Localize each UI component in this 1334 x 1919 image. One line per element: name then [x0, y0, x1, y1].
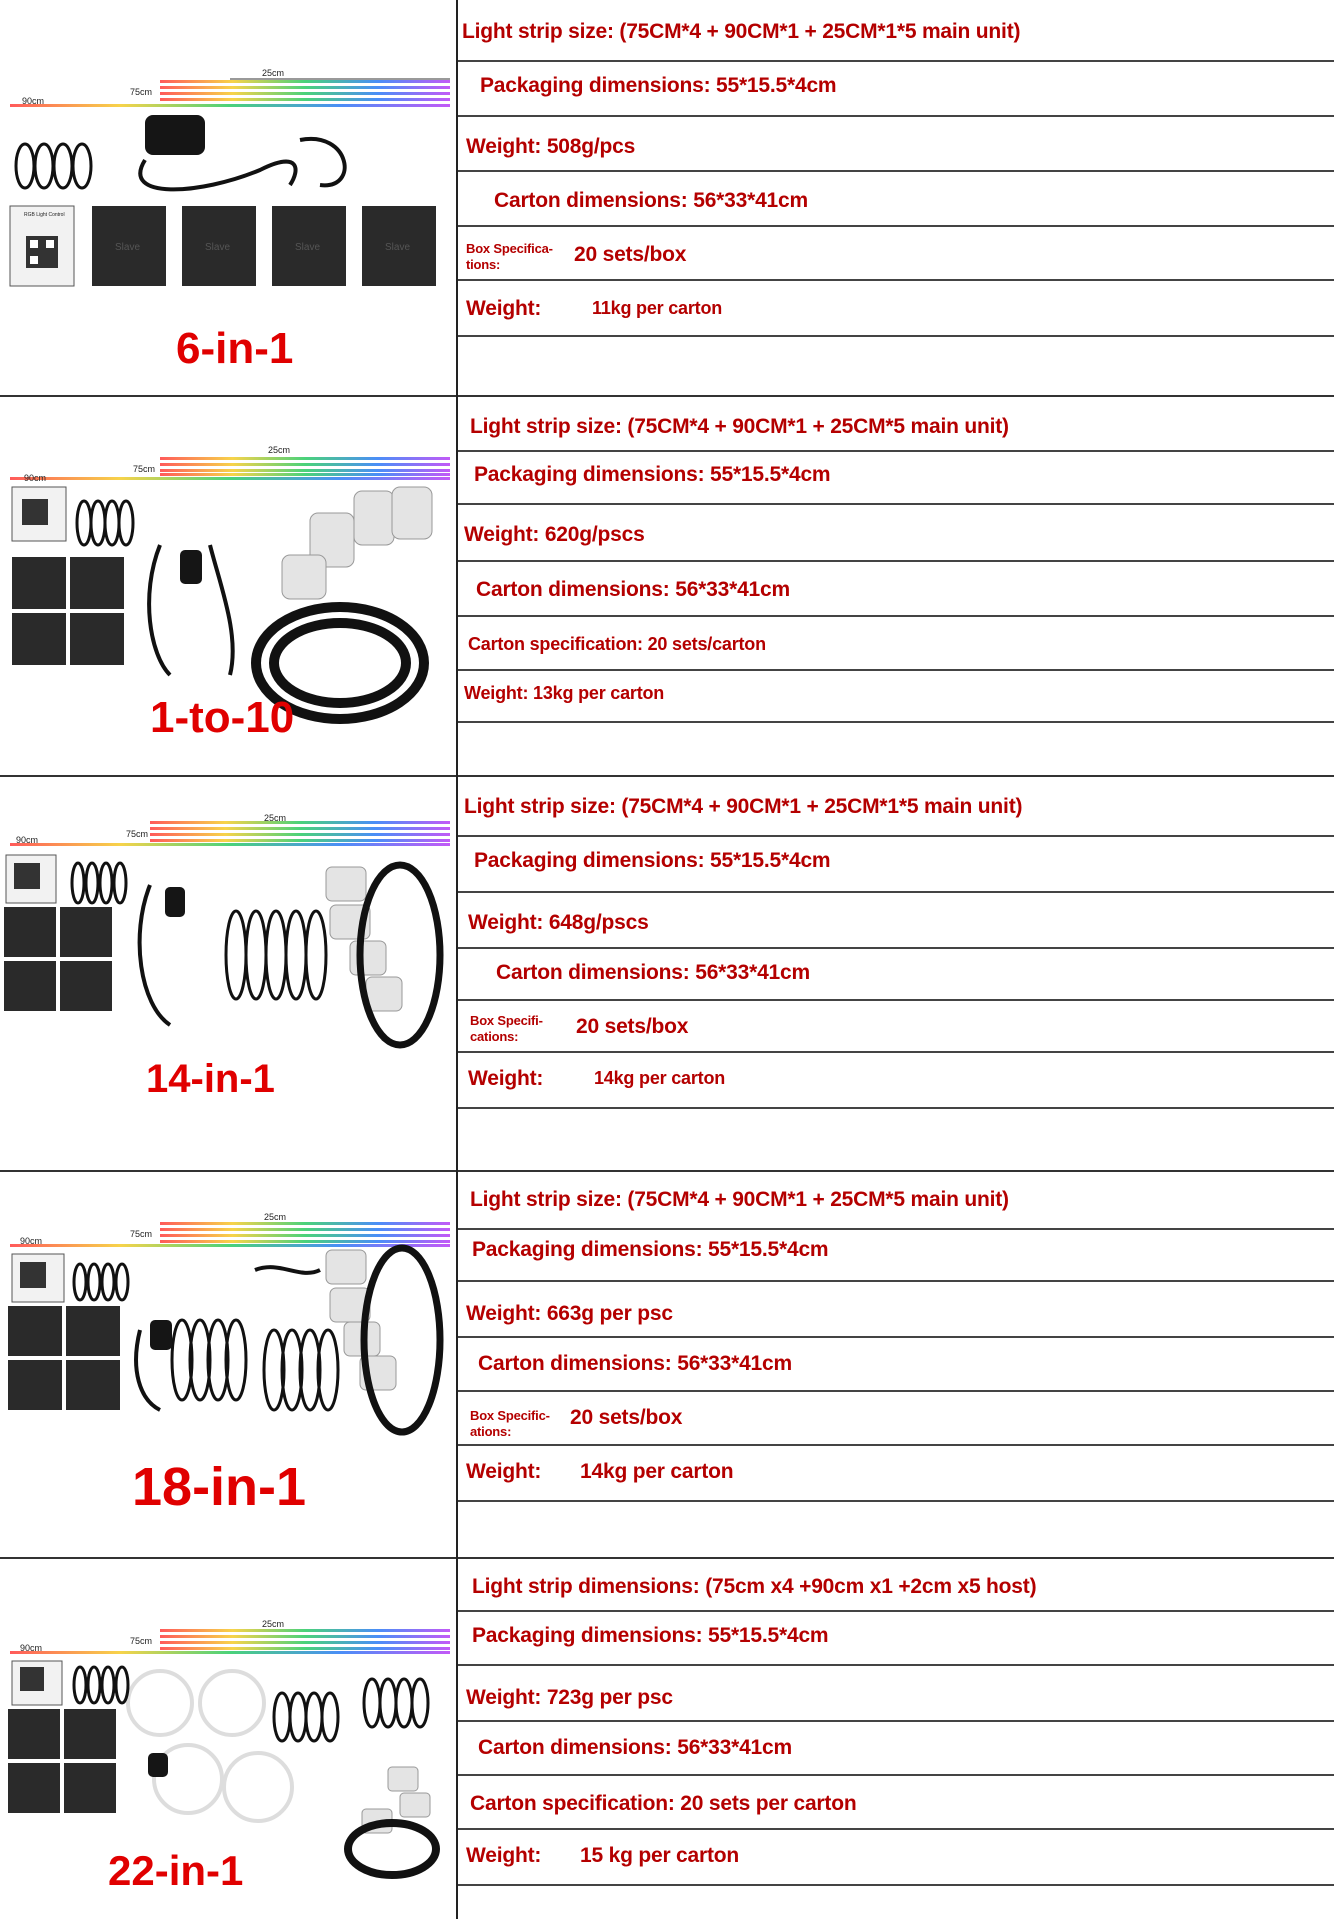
spec-row	[458, 1338, 1334, 1392]
strip-label-25cm: 25cm	[264, 1212, 287, 1222]
control-box	[180, 550, 202, 584]
spec-row	[458, 117, 1334, 172]
unit-weight: Weight: 620g/pscs	[464, 523, 645, 546]
spec-row	[458, 281, 1334, 337]
packaging-dimensions: Packaging dimensions: 55*15.5*4cm	[472, 1238, 829, 1261]
carton-weight-value: 11kg per carton	[592, 298, 723, 318]
carton-weight-label: Weight:	[466, 1460, 542, 1483]
packaging-dimensions: Packaging dimensions: 55*15.5*4cm	[474, 849, 831, 872]
product-section-6-in-1	[0, 0, 1334, 397]
spec-row	[458, 1001, 1334, 1053]
controller-module	[6, 855, 56, 903]
spec-row	[458, 1230, 1334, 1282]
product-image-panel	[0, 775, 458, 1170]
spec-row	[458, 949, 1334, 1001]
controller-module	[10, 206, 74, 286]
product-section-18-in-1	[0, 1170, 1334, 1559]
strip-label-25cm: 25cm	[268, 445, 291, 455]
slave-modules	[4, 907, 112, 1011]
control-box	[150, 1320, 172, 1350]
strip-label-90cm: 90cm	[22, 96, 45, 106]
light-strips	[10, 78, 450, 107]
carton-dimensions: Carton dimensions: 56*33*41cm	[494, 189, 808, 212]
carton-dimensions: Carton dimensions: 56*33*41cm	[496, 961, 810, 984]
spec-row	[458, 671, 1334, 723]
strip-label-25cm: 25cm	[262, 68, 285, 78]
spec-row-empty	[458, 1109, 1334, 1168]
strip-label-75cm: 75cm	[130, 1636, 153, 1646]
product-image-panel	[0, 1170, 458, 1557]
product-title: 18-in-1	[132, 1457, 307, 1517]
product-title: 22-in-1	[108, 1847, 244, 1894]
carton-specification: Carton specification: 20 sets per carton	[470, 1792, 857, 1815]
product-title: 14-in-1	[146, 1057, 275, 1101]
strip-size: Light strip size: (75CM*4 + 90CM*1 + 25CM*5 main unit)	[470, 415, 1009, 438]
spec-row	[458, 775, 1334, 837]
strip-label-90cm: 90cm	[16, 835, 39, 845]
packaging-dimensions: Packaging dimensions: 55*15.5*4cm	[480, 74, 837, 97]
spec-table	[458, 1557, 1334, 1919]
slave-modules	[92, 206, 436, 286]
spec-row	[458, 0, 1334, 62]
spec-row	[458, 1776, 1334, 1830]
packaging-dimensions: Packaging dimensions: 55*15.5*4cm	[472, 1624, 829, 1647]
strip-label-75cm: 75cm	[130, 87, 153, 97]
spec-row	[458, 893, 1334, 949]
unit-weight: Weight: 663g per psc	[466, 1302, 673, 1325]
carton-weight-value: 15 kg per carton	[580, 1844, 740, 1867]
controller-module	[12, 487, 66, 541]
carton-dimensions: Carton dimensions: 56*33*41cm	[478, 1352, 792, 1375]
spec-row	[458, 1053, 1334, 1109]
control-box	[148, 1753, 168, 1777]
spec-row	[458, 562, 1334, 617]
box-spec-label: Box Specifica-tions:	[466, 241, 553, 272]
carton-weight-value: 14kg per carton	[594, 1068, 726, 1088]
slave-modules	[12, 557, 124, 665]
carton-specification: Carton specification: 20 sets/carton	[468, 634, 766, 654]
spec-row	[458, 617, 1334, 671]
strip-label-75cm: 75cm	[130, 1229, 153, 1239]
unit-weight: Weight: 648g/pscs	[468, 911, 649, 934]
carton-dimensions: Carton dimensions: 56*33*41cm	[478, 1736, 792, 1759]
controller-module	[12, 1254, 64, 1302]
unit-weight: Weight: 508g/pcs	[466, 135, 636, 158]
strip-size: Light strip size: (75CM*4 + 90CM*1 + 25CM*5 main unit)	[470, 1188, 1009, 1211]
box-spec-label: Box Specifi-cations:	[470, 1013, 543, 1044]
spec-row	[458, 395, 1334, 452]
controller-module	[12, 1661, 62, 1705]
svg-text:Slave: Slave	[295, 242, 321, 253]
svg-text:RGB Light Control: RGB Light Control	[24, 212, 65, 218]
svg-text:Slave: Slave	[385, 242, 411, 253]
light-strips	[10, 1222, 450, 1247]
product-section-1-to-10	[0, 395, 1334, 777]
product-kit-illustration	[0, 775, 456, 1170]
spec-table	[458, 0, 1334, 395]
packaging-dimensions: Packaging dimensions: 55*15.5*4cm	[474, 463, 831, 486]
slave-modules	[8, 1709, 116, 1813]
spec-row	[458, 1722, 1334, 1776]
product-title: 6-in-1	[176, 324, 294, 373]
strip-label-75cm: 75cm	[126, 829, 149, 839]
spec-row	[458, 1830, 1334, 1886]
spec-row-empty	[458, 723, 1334, 773]
spec-row	[458, 1282, 1334, 1338]
strip-label-90cm: 90cm	[20, 1236, 43, 1246]
slave-modules	[8, 1306, 120, 1410]
carton-weight: Weight: 13kg per carton	[464, 683, 665, 703]
spec-row	[458, 62, 1334, 117]
spec-table	[458, 1170, 1334, 1557]
strip-size: Light strip size: (75CM*4 + 90CM*1 + 25CM*1*5 main unit)	[464, 795, 1023, 818]
ambient-rings	[128, 1671, 292, 1821]
carton-weight-label: Weight:	[466, 1844, 542, 1867]
control-box	[165, 887, 185, 917]
control-box	[145, 115, 205, 155]
svg-text:Slave: Slave	[115, 242, 141, 253]
light-strips	[10, 457, 450, 480]
spec-row	[458, 837, 1334, 893]
carton-weight-value: 14kg per carton	[580, 1460, 734, 1483]
carton-weight-label: Weight:	[468, 1067, 544, 1090]
strip-label-90cm: 90cm	[24, 473, 47, 483]
footwell-lamps	[282, 487, 432, 599]
product-image-panel	[0, 395, 458, 775]
product-image-panel	[0, 1557, 458, 1919]
light-strips	[10, 821, 450, 846]
spec-row	[458, 1446, 1334, 1502]
spec-table	[458, 775, 1334, 1170]
strip-label-25cm: 25cm	[262, 1619, 285, 1629]
strip-label-75cm: 75cm	[133, 464, 156, 474]
spec-row	[458, 505, 1334, 562]
carton-weight-label: Weight:	[466, 297, 542, 320]
light-strips	[10, 1629, 450, 1654]
spec-row	[458, 1612, 1334, 1666]
box-spec-value: 20 sets/box	[576, 1015, 689, 1038]
unit-weight: Weight: 723g per psc	[466, 1686, 673, 1709]
spec-table	[458, 395, 1334, 775]
spec-row	[458, 227, 1334, 281]
spec-row	[458, 172, 1334, 227]
product-image-panel	[0, 0, 458, 395]
strip-size: Light strip dimensions: (75cm x4 +90cm x1 +2cm x5 host)	[472, 1575, 1037, 1598]
box-spec-label: Box Specific-ations:	[470, 1408, 550, 1439]
product-section-14-in-1	[0, 775, 1334, 1172]
svg-text:Slave: Slave	[205, 242, 231, 253]
product-title: 1-to-10	[150, 693, 295, 742]
spec-row	[458, 452, 1334, 505]
spec-row-empty	[458, 1502, 1334, 1555]
spec-row	[458, 1392, 1334, 1446]
box-spec-value: 20 sets/box	[574, 243, 687, 266]
spec-row-empty	[458, 337, 1334, 393]
strip-label-25cm: 25cm	[264, 813, 287, 823]
spec-row	[458, 1557, 1334, 1612]
box-spec-value: 20 sets/box	[570, 1406, 683, 1429]
strip-label-90cm: 90cm	[20, 1643, 43, 1653]
cable-coils	[16, 144, 91, 188]
product-section-22-in-1	[0, 1557, 1334, 1919]
cable-coils	[77, 501, 133, 545]
carton-dimensions: Carton dimensions: 56*33*41cm	[476, 578, 790, 601]
spec-row	[458, 1666, 1334, 1722]
spec-row	[458, 1170, 1334, 1230]
strip-size: Light strip size: (75CM*4 + 90CM*1 + 25CM*1*5 main unit)	[462, 20, 1021, 43]
